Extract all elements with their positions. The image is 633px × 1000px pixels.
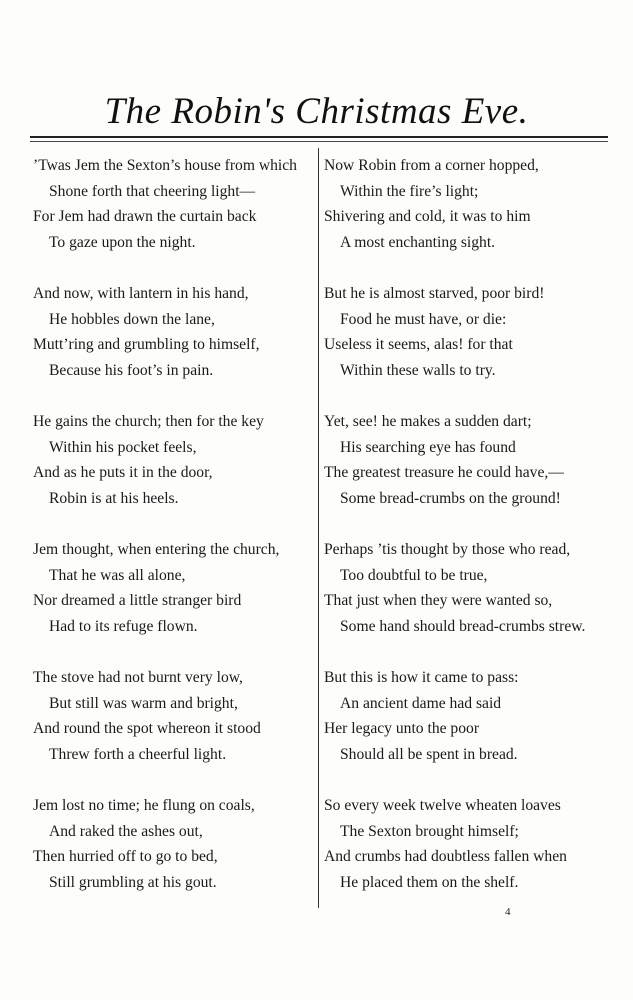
verse-line: Too doubtful to be true, [340, 566, 488, 584]
verse-line: For Jem had drawn the curtain back [33, 208, 257, 226]
verse-line: And round the spot whereon it stood [33, 720, 261, 738]
verse-line: Useless it seems, alas! for that [324, 336, 513, 354]
stanza [324, 665, 614, 793]
verse-line: Nor dreamed a little stranger bird [33, 592, 242, 610]
verse-line: He gains the church; then for the key [33, 413, 264, 430]
verse-line: The stove had not burnt very low, [33, 669, 243, 686]
verse-line: Because his foot’s in pain. [49, 361, 214, 379]
stanza [33, 409, 315, 537]
left-column [33, 153, 315, 921]
verse-line: His searching eye has found [340, 438, 516, 456]
column-divider [318, 148, 319, 908]
verse-line: Then hurried off to go to bed, [33, 848, 218, 866]
verse-line: Within his pocket feels, [49, 438, 197, 456]
verse-line: Her legacy unto the poor [324, 720, 480, 738]
verse-line: And as he puts it in the door, [33, 464, 213, 482]
verse-line: The Sexton brought himself; [340, 822, 519, 840]
verse-line: He hobbles down the lane, [49, 310, 215, 328]
verse-line: An ancient dame had said [340, 694, 502, 712]
verse-line: Some bread-crumbs on the ground! [340, 489, 561, 507]
verse-line: But this is how it came to pass: [324, 669, 519, 686]
verse-line: Mutt’ring and grumbling to himself, [33, 336, 260, 354]
right-column [324, 153, 614, 921]
verse-line: He placed them on the shelf. [340, 873, 519, 891]
stanza [33, 665, 315, 793]
verse-line: Robin is at his heels. [49, 489, 179, 507]
verse-line: Shivering and cold, it was to him [324, 208, 531, 226]
verse-line: And crumbs had doubtless fallen when [324, 848, 567, 866]
stanza [324, 409, 614, 537]
verse-line: Shone forth that cheering light— [49, 182, 256, 200]
stanza [324, 537, 614, 665]
verse-line: Had to its refuge flown. [49, 617, 198, 635]
verse-line: Some hand should bread-crumbs strew. [340, 617, 586, 635]
stanza [324, 793, 614, 921]
verse-line: And now, with lantern in his hand, [33, 285, 249, 302]
verse-line: Should all be spent in bread. [340, 745, 518, 763]
poem-title: The Robin's Christmas Eve. [104, 91, 529, 132]
verse-line: So every week twelve wheaten loaves [324, 797, 561, 814]
verse-line: Jem lost no time; he flung on coals, [33, 797, 255, 814]
verse-line: And raked the ashes out, [49, 822, 203, 840]
verse-line: But he is almost starved, poor bird! [324, 285, 545, 302]
page-number: 4 [505, 906, 511, 918]
verse-line: Now Robin from a corner hopped, [324, 157, 539, 174]
verse-line: Perhaps ’tis thought by those who read, [324, 541, 571, 558]
verse-line: Still grumbling at his gout. [49, 873, 217, 891]
verse-line: That he was all alone, [49, 566, 186, 584]
title-rule-thick [30, 136, 608, 138]
verse-line: To gaze upon the night. [49, 233, 196, 251]
verse-line: But still was warm and bright, [49, 694, 238, 712]
verse-line: Yet, see! he makes a sudden dart; [324, 413, 532, 430]
stanza [324, 281, 614, 409]
verse-line: Within the fire’s light; [340, 182, 479, 200]
verse-line: ’Twas Jem the Sexton’s house from which [33, 157, 297, 174]
stanza [33, 537, 315, 665]
verse-line: That just when they were wanted so, [324, 592, 553, 610]
verse-line: Jem thought, when entering the church, [33, 541, 280, 558]
title-rule-thin [30, 141, 608, 142]
stanza [33, 153, 315, 281]
verse-line: Food he must have, or die: [340, 310, 507, 328]
verse-line: The greatest treasure he could have,— [324, 464, 564, 482]
stanza [33, 793, 315, 921]
verse-line: A most enchanting sight. [340, 233, 496, 251]
stanza [33, 281, 315, 409]
verse-line: Threw forth a cheerful light. [49, 745, 227, 763]
verse-line: Within these walls to try. [340, 361, 496, 379]
stanza [324, 153, 614, 281]
